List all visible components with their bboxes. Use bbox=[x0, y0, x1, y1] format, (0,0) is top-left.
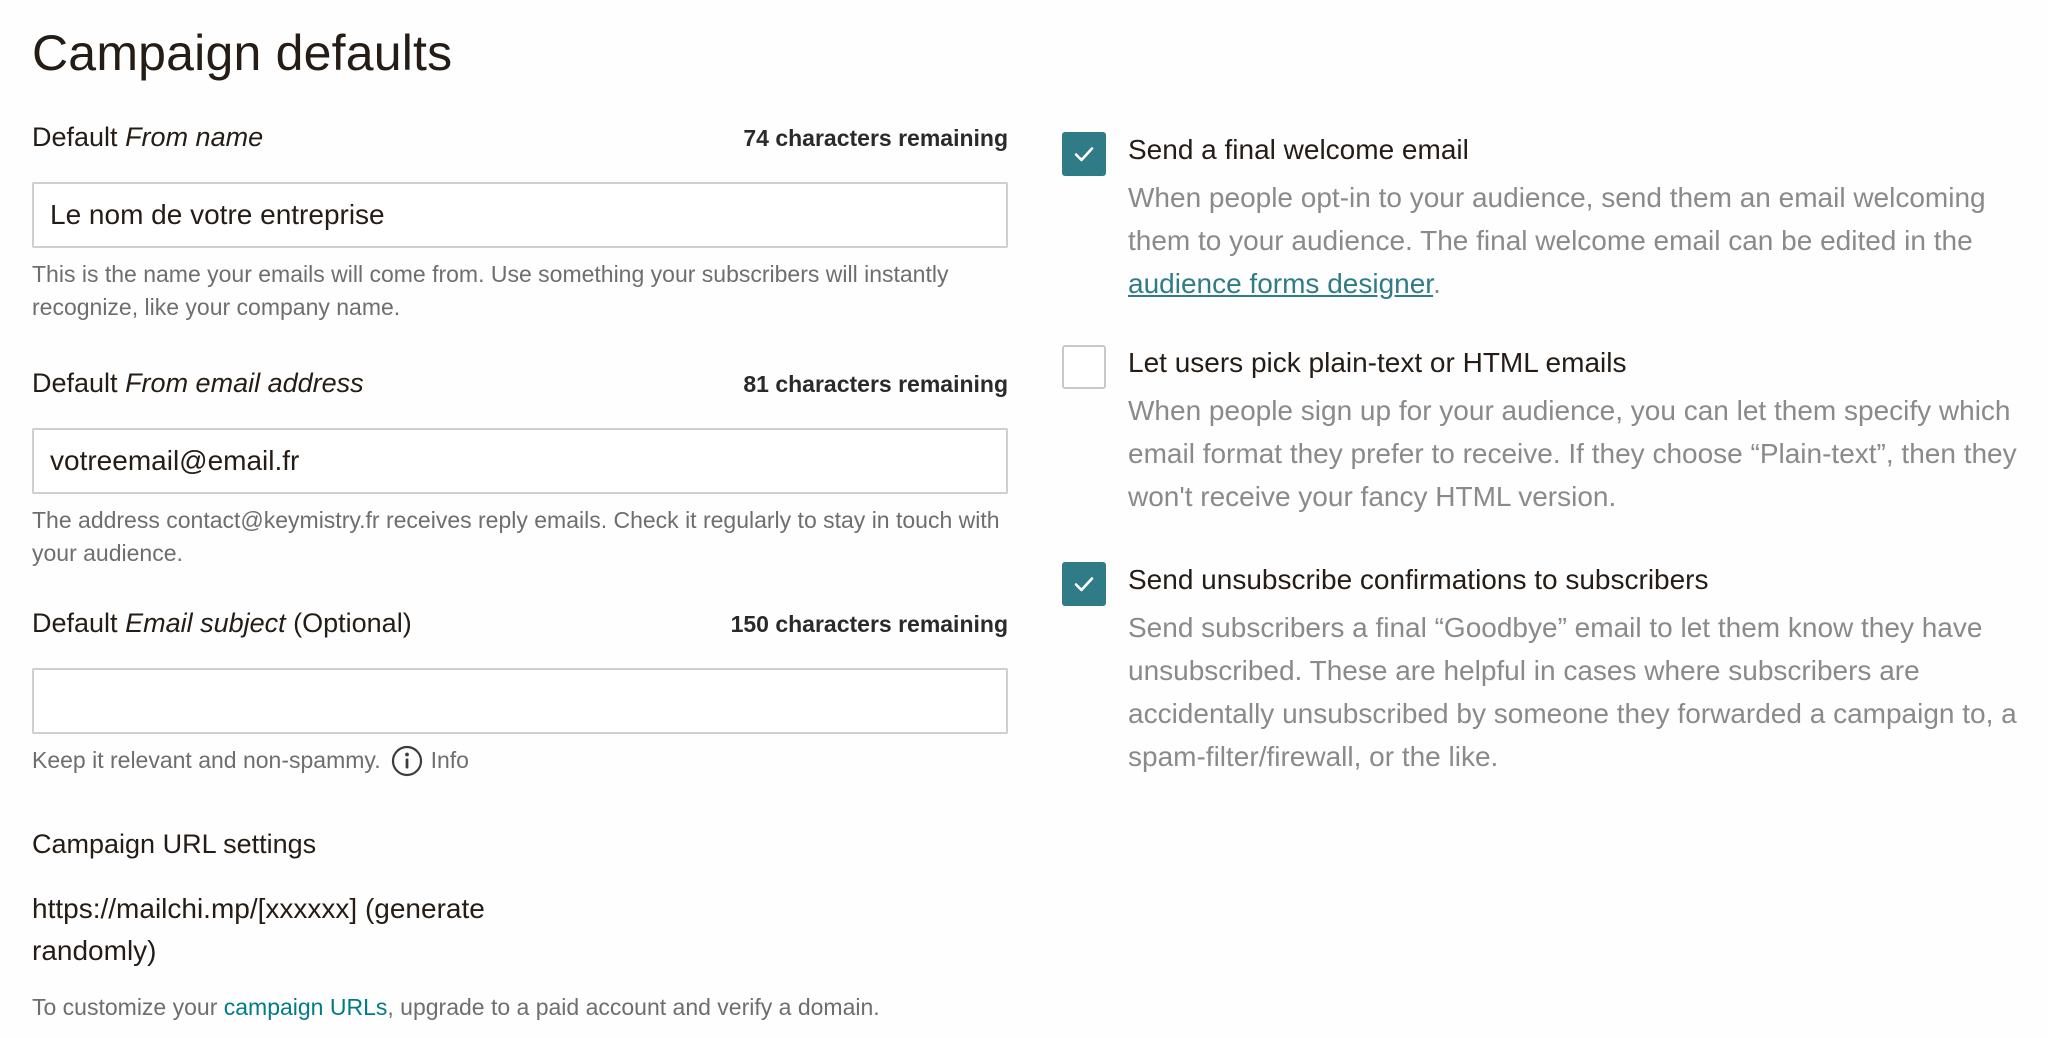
email-subject-input[interactable] bbox=[32, 668, 1008, 734]
options-panel bbox=[1062, 132, 2042, 778]
option-title: Send a final welcome email bbox=[1128, 134, 1469, 165]
email-subject-label: Default Email subject (Optional) bbox=[32, 608, 412, 638]
option-description: When people opt-in to your audience, send them an email welcoming them to your audience. The final welcome email can be edited in the audience forms designer. bbox=[1128, 182, 1986, 299]
from-name-field-group bbox=[32, 122, 1008, 324]
option-description: When people sign up for your audience, you can let them specify which email format they prefer to receive. If they choose “Plain-text”, then they won't receive your fancy HTML version. bbox=[1128, 395, 2017, 512]
info-circle-icon bbox=[391, 745, 423, 777]
option-body bbox=[1128, 560, 2042, 778]
from-name-header bbox=[32, 122, 1008, 166]
campaign-url-title: Campaign URL settings bbox=[32, 829, 317, 859]
email-subject-help-text: Keep it relevant and non-spammy. bbox=[32, 747, 381, 773]
option-title: Send unsubscribe confirmations to subscribers bbox=[1128, 564, 1709, 595]
campaign-urls-link[interactable]: campaign URLs bbox=[223, 994, 388, 1020]
plain-text-or-html-checkbox[interactable] bbox=[1062, 345, 1106, 389]
info-link[interactable] bbox=[391, 744, 469, 777]
campaign-url-help-text: To customize your campaign URLs, upgrade to a paid account and verify a domain. bbox=[32, 994, 880, 1020]
from-email-help-text: The address contact@keymistry.fr receives reply emails. Check it regularly to stay in touch with your audience. bbox=[32, 507, 1000, 566]
email-subject-help-row bbox=[32, 744, 1008, 777]
checkmark-icon bbox=[1072, 572, 1096, 596]
final-welcome-email-checkbox[interactable] bbox=[1062, 132, 1106, 176]
option-plain-text-or-html bbox=[1062, 345, 2042, 518]
info-label: Info bbox=[430, 747, 469, 773]
page-title: Campaign defaults bbox=[32, 25, 453, 81]
from-name-input[interactable] bbox=[32, 182, 1008, 248]
from-email-field-group bbox=[32, 368, 1008, 570]
option-final-welcome-email bbox=[1062, 132, 2042, 305]
form-fields bbox=[32, 122, 1008, 1028]
from-name-help-text: This is the name your emails will come from. Use something your subscribers will instantly recognize, like your company name. bbox=[32, 261, 949, 320]
email-subject-header bbox=[32, 608, 1008, 652]
option-body bbox=[1128, 343, 2042, 518]
from-email-header bbox=[32, 368, 1008, 412]
option-description: Send subscribers a final “Goodbye” email to let them know they have unsubscribed. These are helpful in cases where subscribers are accidentally unsubscribed by someone they forwarded a campaign to, a spam-filter/firewall, or the like. bbox=[1128, 612, 2017, 772]
checkmark-icon bbox=[1072, 142, 1096, 166]
from-name-char-counter: 74 characters remaining bbox=[743, 125, 1008, 151]
option-body bbox=[1128, 130, 2042, 305]
option-unsubscribe-confirmations bbox=[1062, 562, 2042, 778]
audience-forms-designer-link[interactable]: audience forms designer bbox=[1128, 268, 1434, 299]
from-email-input[interactable] bbox=[32, 428, 1008, 494]
from-name-label: Default From name bbox=[32, 122, 264, 152]
unsubscribe-confirmations-checkbox[interactable] bbox=[1062, 562, 1106, 606]
email-subject-field-group bbox=[32, 608, 1008, 777]
email-subject-char-counter: 150 characters remaining bbox=[730, 611, 1008, 637]
option-title: Let users pick plain-text or HTML emails bbox=[1128, 347, 1627, 378]
from-email-label: Default From email address bbox=[32, 368, 364, 398]
campaign-url-value: https://mailchi.mp/[xxxxxx] (generate randomly) bbox=[32, 893, 485, 966]
from-email-char-counter: 81 characters remaining bbox=[743, 371, 1008, 397]
